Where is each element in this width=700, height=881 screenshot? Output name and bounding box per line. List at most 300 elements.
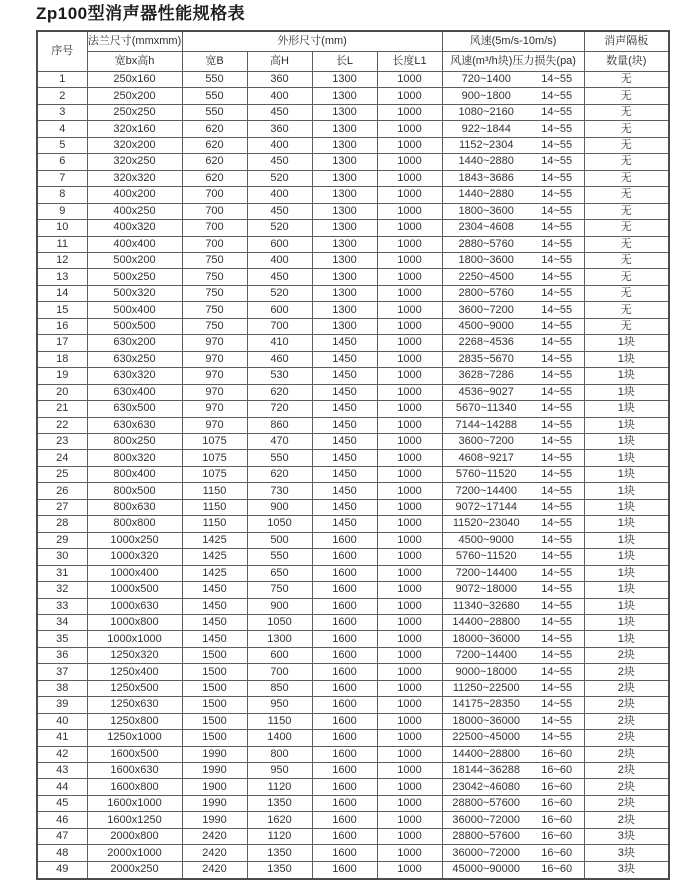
pressure-loss-range: 16~60 bbox=[541, 797, 573, 810]
cell-flange-size: 320x200 bbox=[87, 137, 182, 153]
cell-flange-size: 500x320 bbox=[87, 285, 182, 301]
cell-length-l: 1300 bbox=[312, 318, 377, 334]
airflow-range: 1800~3600 bbox=[458, 254, 514, 267]
airflow-range: 18144~36288 bbox=[452, 764, 521, 777]
cell-height-h: 450 bbox=[247, 203, 312, 219]
cell-width-b: 750 bbox=[182, 318, 247, 334]
cell-length-l1: 1000 bbox=[377, 812, 442, 828]
cell-serial: 23 bbox=[37, 433, 87, 449]
cell-airflow-pressure bbox=[442, 549, 584, 565]
cell-length-l1: 1000 bbox=[377, 565, 442, 581]
page-title: Zp100型消声器性能规格表 bbox=[36, 4, 246, 23]
pressure-loss-range: 16~60 bbox=[541, 813, 573, 826]
cell-baffle-count: 1块 bbox=[584, 516, 669, 532]
cell-flange-size: 250x250 bbox=[87, 104, 182, 120]
airflow-range: 14175~28350 bbox=[452, 698, 521, 711]
col-header-flange-group: 法兰尺寸(mmxmm) bbox=[87, 31, 182, 52]
airflow-range: 5760~11520 bbox=[455, 468, 517, 481]
cell-height-h: 500 bbox=[247, 532, 312, 548]
cell-flange-size: 2000x1000 bbox=[87, 845, 182, 861]
table-row bbox=[37, 433, 669, 449]
pressure-loss-range: 14~55 bbox=[541, 369, 573, 382]
cell-height-h: 950 bbox=[247, 697, 312, 713]
cell-serial: 19 bbox=[37, 368, 87, 384]
cell-serial: 14 bbox=[37, 285, 87, 301]
table-row bbox=[37, 318, 669, 334]
table-row bbox=[37, 450, 669, 466]
airflow-range: 22500~45000 bbox=[452, 731, 521, 744]
cell-serial: 44 bbox=[37, 779, 87, 795]
airflow-range: 2250~4500 bbox=[458, 270, 514, 283]
cell-baffle-count: 1块 bbox=[584, 631, 669, 647]
cell-length-l: 1600 bbox=[312, 730, 377, 746]
pressure-loss-range: 14~55 bbox=[541, 451, 573, 464]
cell-airflow-pressure bbox=[442, 499, 584, 515]
cell-length-l1: 1000 bbox=[377, 351, 442, 367]
cell-height-h: 720 bbox=[247, 401, 312, 417]
cell-flange-size: 1600x500 bbox=[87, 746, 182, 762]
cell-serial: 15 bbox=[37, 302, 87, 318]
cell-height-h: 600 bbox=[247, 236, 312, 252]
cell-serial: 22 bbox=[37, 417, 87, 433]
cell-length-l: 1600 bbox=[312, 763, 377, 779]
cell-length-l: 1300 bbox=[312, 137, 377, 153]
cell-airflow-pressure bbox=[442, 664, 584, 680]
cell-length-l1: 1000 bbox=[377, 466, 442, 482]
cell-flange-size: 800x320 bbox=[87, 450, 182, 466]
col-header-baffle-sub: 数量(块) bbox=[584, 52, 669, 72]
cell-baffle-count: 无 bbox=[584, 252, 669, 268]
table-row bbox=[37, 302, 669, 318]
pressure-loss-range: 14~55 bbox=[541, 106, 573, 119]
cell-length-l1: 1000 bbox=[377, 384, 442, 400]
cell-baffle-count: 3块 bbox=[584, 845, 669, 861]
cell-height-h: 520 bbox=[247, 285, 312, 301]
airflow-range: 28800~57600 bbox=[452, 830, 521, 843]
cell-airflow-pressure bbox=[442, 368, 584, 384]
cell-serial: 30 bbox=[37, 549, 87, 565]
table-row bbox=[37, 680, 669, 696]
cell-height-h: 530 bbox=[247, 368, 312, 384]
cell-length-l: 1450 bbox=[312, 516, 377, 532]
cell-width-b: 2420 bbox=[182, 828, 247, 844]
cell-width-b: 1450 bbox=[182, 582, 247, 598]
cell-baffle-count: 2块 bbox=[584, 647, 669, 663]
cell-airflow-pressure bbox=[442, 104, 584, 120]
table-row bbox=[37, 170, 669, 186]
cell-height-h: 550 bbox=[247, 549, 312, 565]
cell-length-l1: 1000 bbox=[377, 368, 442, 384]
cell-height-h: 620 bbox=[247, 384, 312, 400]
table-row bbox=[37, 483, 669, 499]
table-row bbox=[37, 565, 669, 581]
table-row bbox=[37, 828, 669, 844]
table-row bbox=[37, 582, 669, 598]
cell-serial: 39 bbox=[37, 697, 87, 713]
cell-serial: 28 bbox=[37, 516, 87, 532]
cell-airflow-pressure bbox=[442, 384, 584, 400]
cell-airflow-pressure bbox=[442, 236, 584, 252]
cell-width-b: 700 bbox=[182, 220, 247, 236]
cell-flange-size: 800x800 bbox=[87, 516, 182, 532]
cell-length-l: 1300 bbox=[312, 88, 377, 104]
cell-length-l1: 1000 bbox=[377, 121, 442, 137]
pressure-loss-range: 14~55 bbox=[541, 171, 573, 184]
cell-height-h: 460 bbox=[247, 351, 312, 367]
cell-height-h: 470 bbox=[247, 433, 312, 449]
cell-flange-size: 630x200 bbox=[87, 335, 182, 351]
cell-airflow-pressure bbox=[442, 170, 584, 186]
cell-length-l1: 1000 bbox=[377, 285, 442, 301]
table-row bbox=[37, 220, 669, 236]
cell-airflow-pressure bbox=[442, 417, 584, 433]
airflow-range: 14400~28800 bbox=[452, 747, 521, 760]
airflow-range: 2304~4608 bbox=[458, 221, 514, 234]
cell-length-l1: 1000 bbox=[377, 680, 442, 696]
table-row bbox=[37, 713, 669, 729]
airflow-range: 900~1800 bbox=[461, 89, 511, 102]
cell-length-l1: 1000 bbox=[377, 713, 442, 729]
cell-flange-size: 500x500 bbox=[87, 318, 182, 334]
cell-serial: 37 bbox=[37, 664, 87, 680]
cell-height-h: 450 bbox=[247, 269, 312, 285]
cell-width-b: 970 bbox=[182, 368, 247, 384]
table-row bbox=[37, 532, 669, 548]
cell-length-l1: 1000 bbox=[377, 318, 442, 334]
cell-airflow-pressure bbox=[442, 828, 584, 844]
cell-serial: 36 bbox=[37, 647, 87, 663]
cell-baffle-count: 1块 bbox=[584, 483, 669, 499]
table-row bbox=[37, 631, 669, 647]
cell-serial: 49 bbox=[37, 861, 87, 879]
cell-length-l: 1300 bbox=[312, 252, 377, 268]
cell-height-h: 1120 bbox=[247, 828, 312, 844]
cell-width-b: 1075 bbox=[182, 433, 247, 449]
cell-serial: 46 bbox=[37, 812, 87, 828]
cell-baffle-count: 2块 bbox=[584, 795, 669, 811]
cell-flange-size: 1000x500 bbox=[87, 582, 182, 598]
cell-length-l: 1600 bbox=[312, 631, 377, 647]
pressure-loss-range: 14~55 bbox=[541, 303, 573, 316]
cell-airflow-pressure bbox=[442, 516, 584, 532]
cell-baffle-count: 无 bbox=[584, 137, 669, 153]
pressure-loss-range: 14~55 bbox=[541, 566, 573, 579]
cell-flange-size: 400x320 bbox=[87, 220, 182, 236]
cell-length-l1: 1000 bbox=[377, 499, 442, 515]
cell-length-l1: 1000 bbox=[377, 335, 442, 351]
cell-width-b: 1500 bbox=[182, 697, 247, 713]
cell-flange-size: 1600x800 bbox=[87, 779, 182, 795]
cell-width-b: 620 bbox=[182, 154, 247, 170]
cell-length-l: 1450 bbox=[312, 466, 377, 482]
cell-flange-size: 1600x1250 bbox=[87, 812, 182, 828]
airflow-range: 18000~36000 bbox=[452, 714, 521, 727]
cell-baffle-count: 1块 bbox=[584, 549, 669, 565]
table-row bbox=[37, 236, 669, 252]
airflow-range: 2800~5760 bbox=[458, 287, 514, 300]
table-row bbox=[37, 269, 669, 285]
cell-airflow-pressure bbox=[442, 631, 584, 647]
cell-serial: 48 bbox=[37, 845, 87, 861]
cell-baffle-count: 2块 bbox=[584, 746, 669, 762]
cell-height-h: 1150 bbox=[247, 713, 312, 729]
airflow-range: 2835~5670 bbox=[458, 352, 514, 365]
cell-flange-size: 800x630 bbox=[87, 499, 182, 515]
cell-serial: 12 bbox=[37, 252, 87, 268]
airflow-range: 9000~18000 bbox=[455, 665, 517, 678]
cell-width-b: 750 bbox=[182, 269, 247, 285]
cell-baffle-count: 1块 bbox=[584, 384, 669, 400]
cell-flange-size: 2000x800 bbox=[87, 828, 182, 844]
pressure-loss-range: 16~60 bbox=[541, 846, 573, 859]
cell-airflow-pressure bbox=[442, 680, 584, 696]
pressure-loss-range: 14~55 bbox=[541, 221, 573, 234]
pressure-loss-range: 14~55 bbox=[541, 681, 573, 694]
table-row bbox=[37, 72, 669, 88]
cell-serial: 27 bbox=[37, 499, 87, 515]
cell-airflow-pressure bbox=[442, 335, 584, 351]
cell-flange-size: 800x250 bbox=[87, 433, 182, 449]
pressure-loss-range: 14~55 bbox=[541, 468, 573, 481]
cell-length-l: 1300 bbox=[312, 170, 377, 186]
table-row bbox=[37, 88, 669, 104]
col-header-serial: 序号 bbox=[37, 31, 87, 72]
cell-baffle-count: 1块 bbox=[584, 614, 669, 630]
airflow-range: 922~1844 bbox=[461, 122, 511, 135]
cell-baffle-count: 无 bbox=[584, 72, 669, 88]
table-row bbox=[37, 368, 669, 384]
cell-width-b: 970 bbox=[182, 351, 247, 367]
cell-length-l: 1450 bbox=[312, 417, 377, 433]
col-header-height-h: 高H bbox=[247, 52, 312, 72]
col-header-length-l: 长L bbox=[312, 52, 377, 72]
cell-width-b: 1150 bbox=[182, 516, 247, 532]
table-row bbox=[37, 384, 669, 400]
table-row bbox=[37, 861, 669, 879]
cell-airflow-pressure bbox=[442, 450, 584, 466]
cell-baffle-count: 2块 bbox=[584, 664, 669, 680]
cell-length-l1: 1000 bbox=[377, 532, 442, 548]
col-header-airspeed-sub: 风速(m³/h块)压力损失(pa) bbox=[442, 52, 584, 72]
cell-height-h: 1350 bbox=[247, 861, 312, 879]
airflow-range: 18000~36000 bbox=[452, 632, 521, 645]
pressure-loss-range: 14~55 bbox=[541, 188, 573, 201]
table-row bbox=[37, 203, 669, 219]
cell-length-l: 1600 bbox=[312, 845, 377, 861]
cell-flange-size: 1600x630 bbox=[87, 763, 182, 779]
pressure-loss-range: 16~60 bbox=[541, 830, 573, 843]
pressure-loss-range: 14~55 bbox=[541, 632, 573, 645]
cell-airflow-pressure bbox=[442, 252, 584, 268]
cell-serial: 26 bbox=[37, 483, 87, 499]
cell-flange-size: 630x500 bbox=[87, 401, 182, 417]
cell-length-l: 1300 bbox=[312, 269, 377, 285]
cell-serial: 8 bbox=[37, 187, 87, 203]
cell-length-l1: 1000 bbox=[377, 88, 442, 104]
cell-width-b: 2420 bbox=[182, 845, 247, 861]
cell-height-h: 410 bbox=[247, 335, 312, 351]
pressure-loss-range: 14~55 bbox=[541, 501, 573, 513]
cell-serial: 3 bbox=[37, 104, 87, 120]
cell-baffle-count: 无 bbox=[584, 121, 669, 137]
cell-airflow-pressure bbox=[442, 351, 584, 367]
pressure-loss-range: 14~55 bbox=[541, 517, 573, 530]
pressure-loss-range: 14~55 bbox=[541, 714, 573, 727]
cell-baffle-count: 3块 bbox=[584, 861, 669, 879]
cell-length-l1: 1000 bbox=[377, 549, 442, 565]
airflow-range: 5760~11520 bbox=[455, 550, 517, 563]
cell-height-h: 860 bbox=[247, 417, 312, 433]
cell-width-b: 750 bbox=[182, 285, 247, 301]
pressure-loss-range: 14~55 bbox=[541, 402, 573, 415]
cell-length-l1: 1000 bbox=[377, 137, 442, 153]
cell-height-h: 1050 bbox=[247, 516, 312, 532]
airflow-range: 2880~5760 bbox=[458, 237, 514, 250]
cell-height-h: 730 bbox=[247, 483, 312, 499]
cell-length-l: 1600 bbox=[312, 713, 377, 729]
cell-length-l: 1450 bbox=[312, 450, 377, 466]
pressure-loss-range: 14~55 bbox=[541, 122, 573, 135]
airflow-range: 1843~3686 bbox=[458, 171, 514, 184]
pressure-loss-range: 14~55 bbox=[541, 287, 573, 300]
cell-length-l1: 1000 bbox=[377, 582, 442, 598]
cell-length-l: 1300 bbox=[312, 203, 377, 219]
cell-length-l1: 1000 bbox=[377, 269, 442, 285]
cell-length-l1: 1000 bbox=[377, 779, 442, 795]
pressure-loss-range: 14~55 bbox=[541, 484, 573, 497]
cell-flange-size: 1000x250 bbox=[87, 532, 182, 548]
cell-length-l: 1450 bbox=[312, 368, 377, 384]
cell-width-b: 1450 bbox=[182, 598, 247, 614]
pressure-loss-range: 14~55 bbox=[541, 665, 573, 678]
cell-width-b: 1500 bbox=[182, 664, 247, 680]
cell-serial: 40 bbox=[37, 713, 87, 729]
cell-baffle-count: 1块 bbox=[584, 466, 669, 482]
table-row bbox=[37, 516, 669, 532]
table-row bbox=[37, 121, 669, 137]
cell-airflow-pressure bbox=[442, 433, 584, 449]
cell-baffle-count: 1块 bbox=[584, 565, 669, 581]
airflow-range: 1440~2880 bbox=[458, 188, 514, 201]
cell-serial: 45 bbox=[37, 795, 87, 811]
cell-airflow-pressure bbox=[442, 763, 584, 779]
cell-baffle-count: 1块 bbox=[584, 401, 669, 417]
airflow-range: 4500~9000 bbox=[458, 533, 514, 546]
cell-length-l: 1600 bbox=[312, 647, 377, 663]
pressure-loss-range: 14~55 bbox=[541, 599, 573, 612]
pressure-loss-range: 16~60 bbox=[541, 863, 573, 876]
col-header-outline-group: 外形尺寸(mm) bbox=[182, 31, 442, 52]
cell-baffle-count: 1块 bbox=[584, 433, 669, 449]
cell-length-l1: 1000 bbox=[377, 483, 442, 499]
table-row bbox=[37, 417, 669, 433]
table-body bbox=[37, 72, 669, 880]
airflow-range: 9072~18000 bbox=[455, 583, 517, 596]
table-row bbox=[37, 647, 669, 663]
cell-flange-size: 1250x1000 bbox=[87, 730, 182, 746]
cell-baffle-count: 2块 bbox=[584, 697, 669, 713]
cell-length-l: 1450 bbox=[312, 433, 377, 449]
cell-airflow-pressure bbox=[442, 401, 584, 417]
cell-serial: 9 bbox=[37, 203, 87, 219]
cell-baffle-count: 无 bbox=[584, 104, 669, 120]
pressure-loss-range: 14~55 bbox=[541, 320, 573, 333]
cell-airflow-pressure bbox=[442, 72, 584, 88]
col-header-width-b: 宽B bbox=[182, 52, 247, 72]
cell-width-b: 700 bbox=[182, 236, 247, 252]
spec-table bbox=[36, 30, 670, 880]
cell-length-l1: 1000 bbox=[377, 647, 442, 663]
cell-length-l1: 1000 bbox=[377, 614, 442, 630]
cell-length-l1: 1000 bbox=[377, 746, 442, 762]
pressure-loss-range: 14~55 bbox=[541, 616, 573, 629]
table-row bbox=[37, 154, 669, 170]
cell-baffle-count: 1块 bbox=[584, 368, 669, 384]
cell-width-b: 1500 bbox=[182, 647, 247, 663]
airflow-range: 9072~17144 bbox=[455, 501, 517, 513]
cell-width-b: 620 bbox=[182, 137, 247, 153]
cell-length-l: 1450 bbox=[312, 499, 377, 515]
cell-width-b: 1990 bbox=[182, 763, 247, 779]
table-row bbox=[37, 845, 669, 861]
cell-length-l: 1450 bbox=[312, 483, 377, 499]
table-row bbox=[37, 499, 669, 515]
cell-width-b: 750 bbox=[182, 252, 247, 268]
airflow-range: 7144~14288 bbox=[455, 418, 517, 431]
cell-height-h: 1300 bbox=[247, 631, 312, 647]
pressure-loss-range: 14~55 bbox=[541, 352, 573, 365]
cell-flange-size: 1000x630 bbox=[87, 598, 182, 614]
cell-length-l1: 1000 bbox=[377, 170, 442, 186]
cell-serial: 16 bbox=[37, 318, 87, 334]
cell-flange-size: 1250x320 bbox=[87, 647, 182, 663]
cell-length-l1: 1000 bbox=[377, 697, 442, 713]
cell-serial: 6 bbox=[37, 154, 87, 170]
cell-height-h: 1350 bbox=[247, 845, 312, 861]
cell-flange-size: 1000x400 bbox=[87, 565, 182, 581]
cell-width-b: 550 bbox=[182, 104, 247, 120]
cell-length-l1: 1000 bbox=[377, 845, 442, 861]
cell-width-b: 1450 bbox=[182, 631, 247, 647]
cell-baffle-count: 无 bbox=[584, 318, 669, 334]
cell-height-h: 850 bbox=[247, 680, 312, 696]
col-header-airspeed-group: 风速(5m/s-10m/s) bbox=[442, 31, 584, 52]
table-row bbox=[37, 763, 669, 779]
cell-baffle-count: 2块 bbox=[584, 713, 669, 729]
cell-baffle-count: 无 bbox=[584, 154, 669, 170]
cell-length-l1: 1000 bbox=[377, 631, 442, 647]
cell-baffle-count: 2块 bbox=[584, 730, 669, 746]
cell-airflow-pressure bbox=[442, 713, 584, 729]
table-row bbox=[37, 697, 669, 713]
cell-length-l1: 1000 bbox=[377, 203, 442, 219]
table-row bbox=[37, 104, 669, 120]
pressure-loss-range: 16~60 bbox=[541, 780, 573, 793]
cell-width-b: 1990 bbox=[182, 746, 247, 762]
cell-height-h: 520 bbox=[247, 220, 312, 236]
cell-length-l: 1600 bbox=[312, 828, 377, 844]
cell-width-b: 620 bbox=[182, 170, 247, 186]
cell-length-l: 1450 bbox=[312, 401, 377, 417]
cell-width-b: 2420 bbox=[182, 861, 247, 879]
cell-airflow-pressure bbox=[442, 203, 584, 219]
pressure-loss-range: 14~55 bbox=[541, 139, 573, 152]
cell-baffle-count: 无 bbox=[584, 236, 669, 252]
airflow-range: 5670~11340 bbox=[455, 402, 517, 415]
cell-airflow-pressure bbox=[442, 121, 584, 137]
cell-airflow-pressure bbox=[442, 861, 584, 879]
cell-flange-size: 630x630 bbox=[87, 417, 182, 433]
